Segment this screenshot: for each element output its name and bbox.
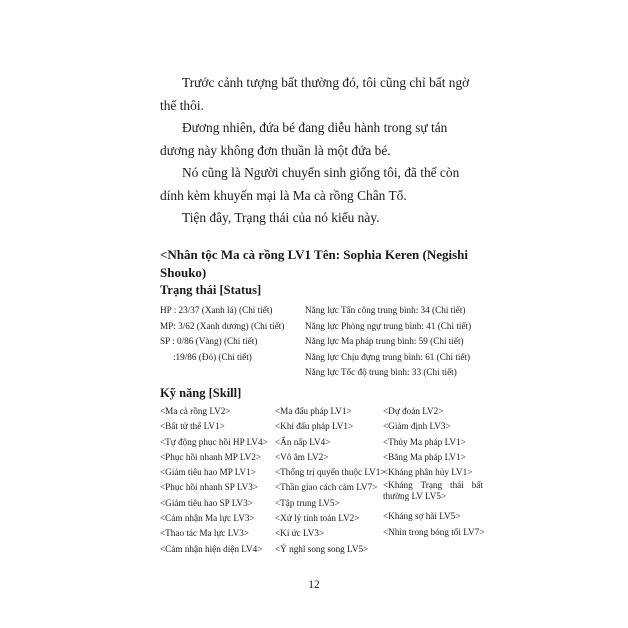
skill-item: <Cảm nhận Ma lực LV3>	[160, 513, 255, 524]
skill-item: <Phục hồi nhanh SP LV3>	[160, 482, 258, 493]
skill-item: <Giảm định LV3>	[383, 421, 451, 432]
skill-item: <Thao tác Ma lực LV3>	[160, 528, 249, 539]
skill-item: <Giảm tiêu hao SP LV3>	[160, 497, 253, 508]
stat-sp-red: :19/86 (Đỏ) (Chi tiết)	[173, 351, 252, 362]
profile-header: <Nhân tộc Ma cà rồng LV1 Tên: Sophia Keren (Negishi Shouko)	[160, 247, 468, 280]
skill-item: <Xử lý tính toán LV2>	[275, 513, 360, 524]
stat-resistance: Năng lực Chịu đựng trung bình: 61 (Chi tiết)	[305, 351, 471, 362]
stat-defense: Năng lực Phòng ngự trung bình: 41 (Chi tiết)	[305, 320, 472, 331]
skill-item: <Tự động phục hồi HP LV4>	[160, 436, 268, 447]
skill-item: <Tập trung LV5>	[275, 497, 340, 508]
skills-column-3	[383, 404, 488, 540]
paragraph-4: Tiện đây, Trạng thái của nó kiểu này.	[182, 210, 380, 225]
stat-hp: HP : 23/37 (Xanh lá) (Chi tiết)	[160, 305, 273, 315]
skill-item: <Kí ức LV3>	[275, 528, 325, 539]
skill-item: <Băng Ma pháp LV1>	[383, 451, 466, 462]
skill-item: <Ý nghĩ song song LV5>	[275, 543, 369, 554]
skill-item: <Ma đấu pháp LV1>	[275, 406, 352, 416]
skill-item: <Vô âm LV2>	[275, 451, 329, 462]
skill-item: <Phục hồi nhanh MP LV2>	[160, 451, 262, 462]
skill-item: <Thống trị quyến thuộc LV1>	[275, 467, 386, 478]
page-number: 12	[308, 579, 320, 591]
paragraph-3: Nó cũng là Người chuyển sinh giống tôi, đã thế còn dính kèm khuyến mại là Ma cà rồng Chân Tổ.	[160, 165, 460, 203]
skill-item: <Dự đoán LV2>	[383, 406, 444, 416]
skill-item: <Ma cà rồng LV2>	[160, 406, 231, 416]
skill-item: <Bất tử thể LV1>	[160, 421, 225, 432]
stat-magic: Năng lực Ma pháp trung bình: 59 (Chi tiết)	[305, 336, 464, 347]
skill-item: <Ẩn nấp LV4>	[275, 436, 331, 447]
paragraph-1: Trước cảnh tượng bất thường đó, tôi cũng chỉ bất ngờ thế thôi.	[160, 75, 470, 113]
skill-item: <Thủy Ma pháp LV1>	[383, 436, 466, 447]
status-title: Trạng thái [Status]	[160, 283, 262, 297]
stat-sp: SP : 0/86 (Vàng) (Chi tiết)	[160, 336, 258, 347]
skills-column-2	[275, 404, 386, 557]
skill-item: <Kháng sợ hãi LV5>	[383, 511, 461, 522]
skill-title: Kỹ năng [Skill]	[160, 386, 242, 400]
paragraph-2: Đương nhiên, đứa bé đang diễu hành trong sự tán dương này không đơn thuần là một đứa bé.	[160, 120, 448, 158]
skill-item: <Cảm nhận hiện diện LV4>	[160, 543, 263, 554]
stat-speed: Năng lực Tốc độ trung bình: 33 (Chi tiết)	[305, 367, 457, 378]
skill-item: <Kháng phân hủy LV1>	[383, 467, 473, 478]
skills-column-1	[160, 404, 268, 557]
skill-item: <Kháng Trạng thái bất thường LV LV5>	[383, 480, 483, 501]
skill-item: <Khí đấu pháp LV1>	[275, 421, 354, 432]
skill-item: <Nhìn trong bóng tối LV7>	[383, 526, 485, 537]
skill-item: <Giảm tiêu hao MP LV1>	[160, 467, 256, 478]
stat-mp: MP: 3/62 (Xanh dương) (Chi tiết)	[160, 320, 285, 331]
stat-attack: Năng lực Tấn công trung bình: 34 (Chi tiết)	[305, 305, 466, 315]
skill-item: <Thần giao cách cảm LV7>	[275, 482, 378, 493]
stats-right-column	[305, 303, 471, 381]
stats-left-column	[160, 303, 284, 365]
